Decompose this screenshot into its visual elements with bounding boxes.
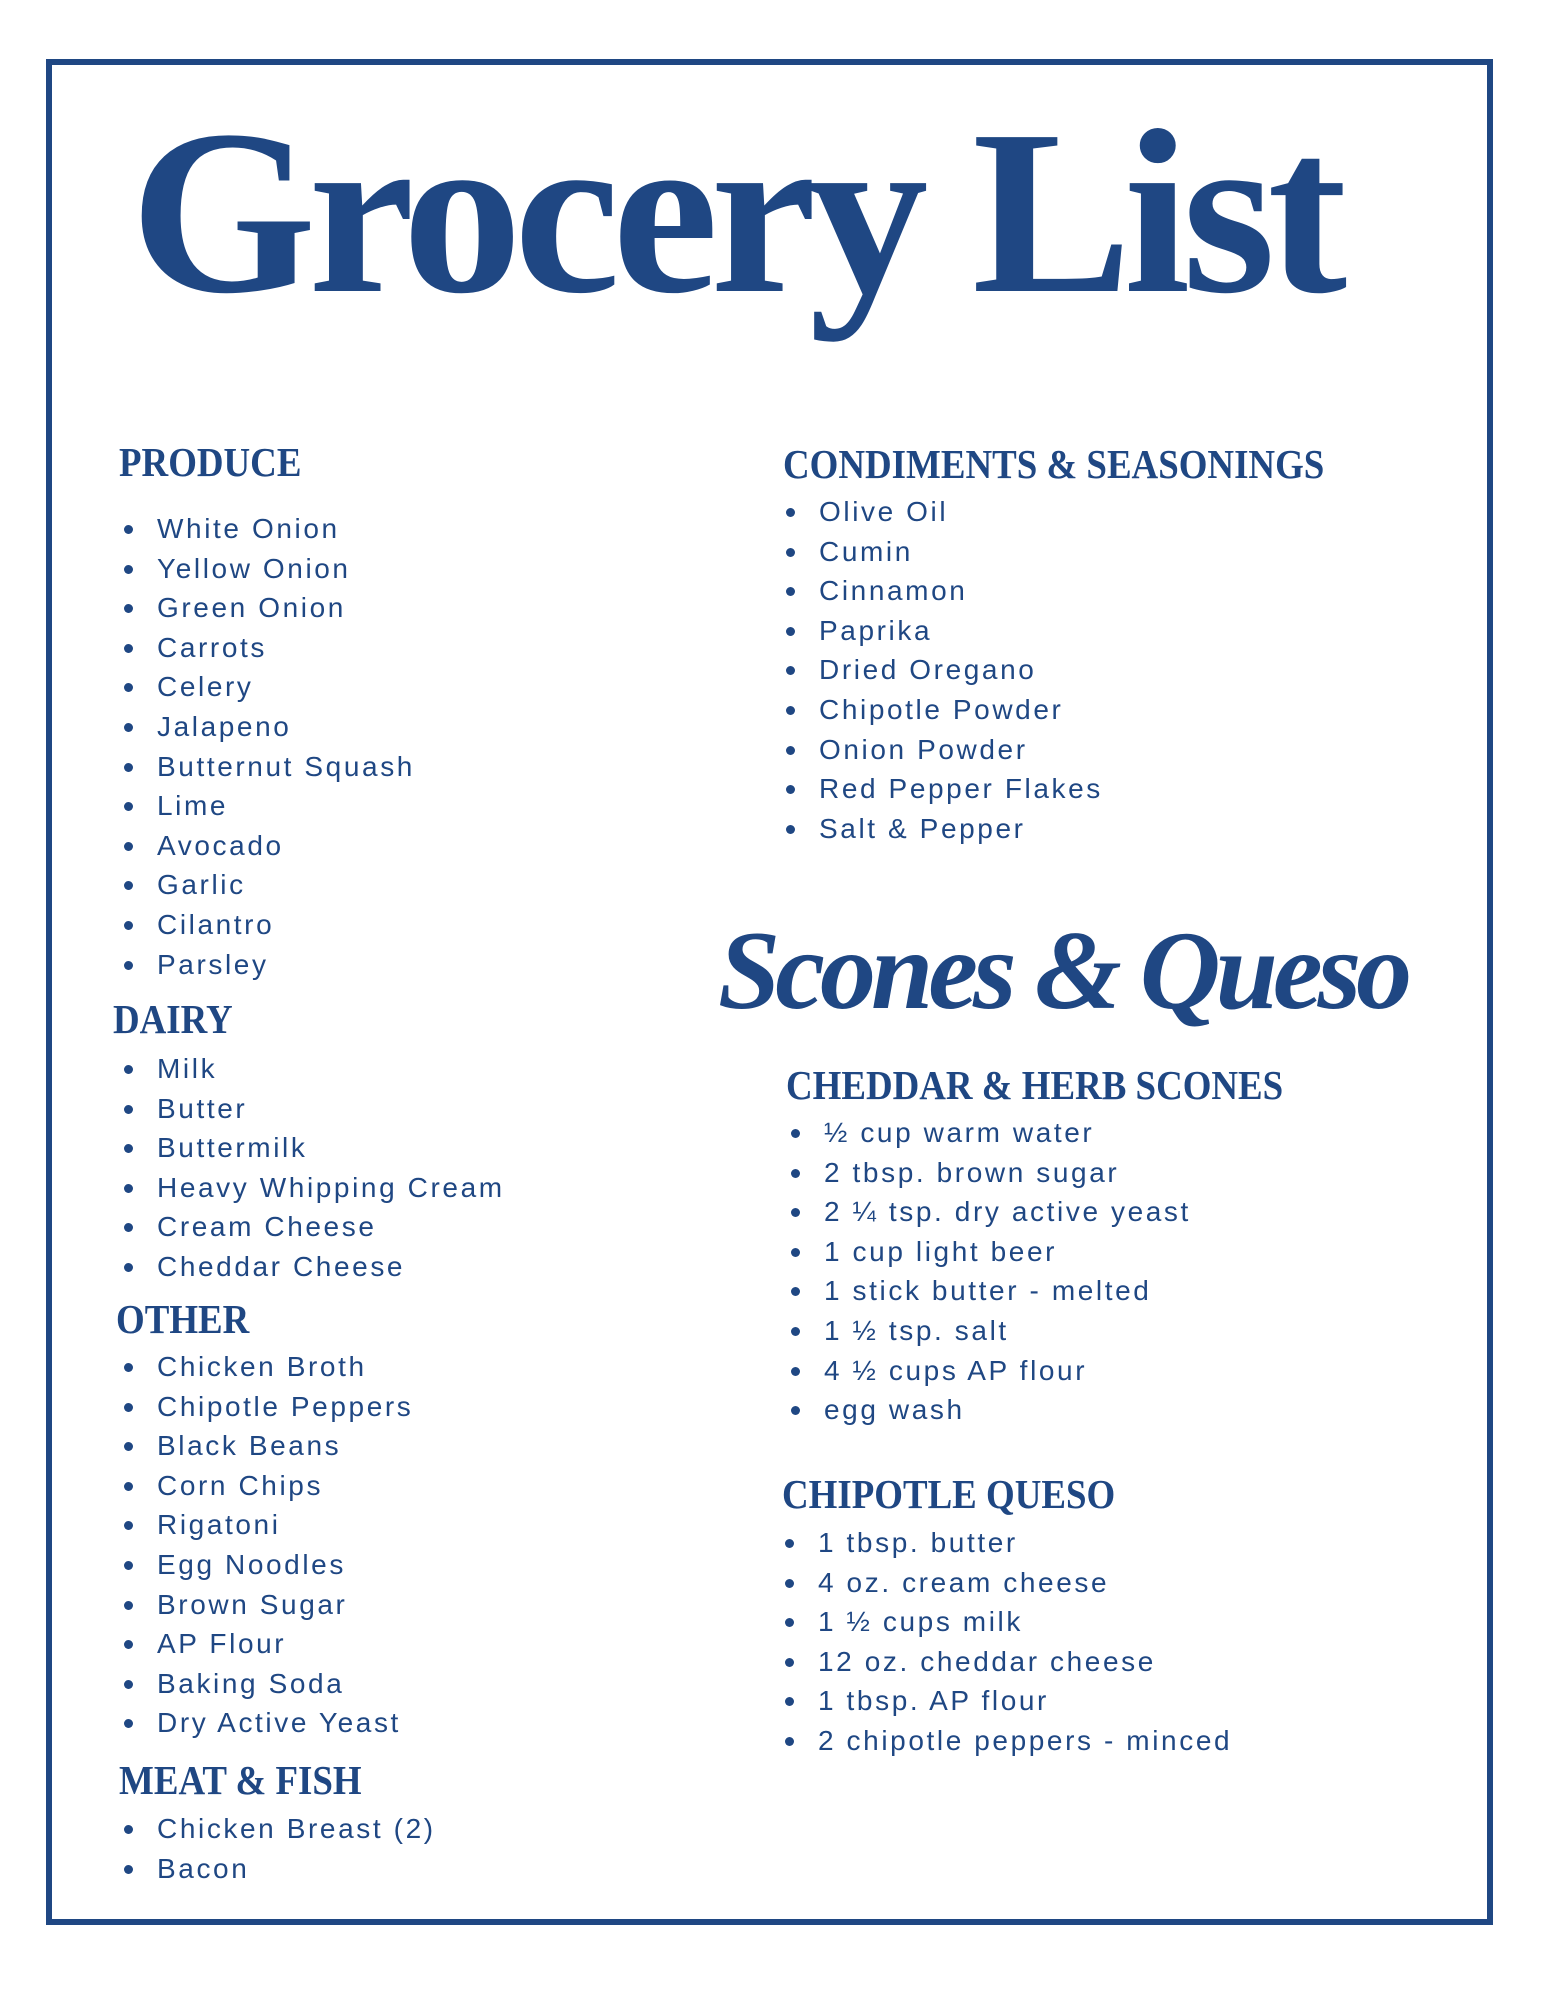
- section-produce: [119, 439, 415, 984]
- section-heading-dairy: DAIRY: [113, 996, 233, 1042]
- list-item: Bacon: [119, 1849, 436, 1889]
- list-item: Jalapeno: [119, 707, 415, 747]
- section-heading-meat-fish: MEAT & FISH: [119, 1757, 362, 1803]
- section-meat-fish: [119, 1757, 436, 1888]
- list-item: Cumin: [781, 532, 1384, 572]
- list-item: Cilantro: [119, 905, 415, 945]
- list-item: White Onion: [119, 509, 415, 549]
- list-item: 1 tbsp. butter: [780, 1523, 1232, 1563]
- list-item: Corn Chips: [119, 1466, 413, 1506]
- list-item: Butter: [119, 1089, 505, 1129]
- section-other: [116, 1296, 414, 1743]
- list-item: Lime: [119, 786, 415, 826]
- list-item: Milk: [119, 1049, 505, 1089]
- list-item: 2 ¼ tsp. dry active yeast: [786, 1192, 1338, 1232]
- list-item: Black Beans: [119, 1426, 413, 1466]
- list-item: Yellow Onion: [119, 549, 415, 589]
- list-item: Carrots: [119, 628, 415, 668]
- list-item: 1 tbsp. AP flour: [780, 1681, 1232, 1721]
- list-item: Chipotle Powder: [781, 690, 1384, 730]
- list-produce: [119, 509, 415, 984]
- list-item: Salt & Pepper: [781, 809, 1384, 849]
- list-item: Cinnamon: [781, 571, 1384, 611]
- list-item: Cream Cheese: [119, 1207, 505, 1247]
- list-item: 1 ½ tsp. salt: [786, 1311, 1338, 1351]
- section-condiments: [783, 441, 1384, 848]
- list-item: Rigatoni: [119, 1505, 413, 1545]
- list-item: Garlic: [119, 865, 415, 905]
- list-item: AP Flour: [119, 1624, 413, 1664]
- section-queso: [782, 1471, 1233, 1761]
- list-item: 12 oz. cheddar cheese: [780, 1642, 1232, 1682]
- list-other: [119, 1347, 413, 1743]
- list-item: Celery: [119, 667, 415, 707]
- list-item: 2 tbsp. brown sugar: [786, 1153, 1338, 1193]
- list-scones: [786, 1113, 1338, 1430]
- list-item: Chicken Breast (2): [119, 1809, 436, 1849]
- list-item: 1 stick butter - melted: [786, 1271, 1338, 1311]
- list-item: Olive Oil: [781, 492, 1384, 532]
- list-item: Avocado: [119, 826, 415, 866]
- section-heading-produce: PRODUCE: [119, 439, 302, 485]
- section-scones: [786, 1062, 1338, 1430]
- list-item: Paprika: [781, 611, 1384, 651]
- section-dairy: [113, 996, 505, 1287]
- list-item: egg wash: [786, 1390, 1338, 1430]
- list-dairy: [119, 1049, 505, 1287]
- list-item: 1 cup light beer: [786, 1232, 1338, 1272]
- list-item: Brown Sugar: [119, 1585, 413, 1625]
- list-item: Egg Noodles: [119, 1545, 413, 1585]
- list-item: ½ cup warm water: [786, 1113, 1338, 1153]
- list-item: Baking Soda: [119, 1664, 413, 1704]
- list-queso: [780, 1523, 1232, 1761]
- recipe-subtitle: Scones & Queso: [718, 909, 1408, 1033]
- list-item: Chicken Broth: [119, 1347, 413, 1387]
- list-item: Green Onion: [119, 588, 415, 628]
- list-item: 1 ½ cups milk: [780, 1602, 1232, 1642]
- list-item: Butternut Squash: [119, 747, 415, 787]
- section-heading-other: OTHER: [116, 1296, 250, 1342]
- list-item: 4 ½ cups AP flour: [786, 1351, 1338, 1391]
- list-item: 4 oz. cream cheese: [780, 1563, 1232, 1603]
- list-item: Onion Powder: [781, 730, 1384, 770]
- list-item: Chipotle Peppers: [119, 1387, 413, 1427]
- section-heading-condiments: CONDIMENTS & SEASONINGS: [783, 441, 1325, 487]
- list-item: Dry Active Yeast: [119, 1703, 413, 1743]
- list-item: 2 chipotle peppers - minced: [780, 1721, 1232, 1761]
- section-heading-queso: CHIPOTLE QUESO: [782, 1471, 1116, 1517]
- list-item: Cheddar Cheese: [119, 1247, 505, 1287]
- list-item: Heavy Whipping Cream: [119, 1168, 505, 1208]
- list-item: Red Pepper Flakes: [781, 769, 1384, 809]
- list-condiments: [781, 492, 1384, 848]
- list-item: Buttermilk: [119, 1128, 505, 1168]
- list-item: Dried Oregano: [781, 650, 1384, 690]
- list-item: Parsley: [119, 945, 415, 985]
- section-heading-scones: CHEDDAR & HERB SCONES: [786, 1062, 1284, 1108]
- list-meat-fish: [119, 1809, 436, 1888]
- page-title: Grocery List: [130, 82, 1339, 342]
